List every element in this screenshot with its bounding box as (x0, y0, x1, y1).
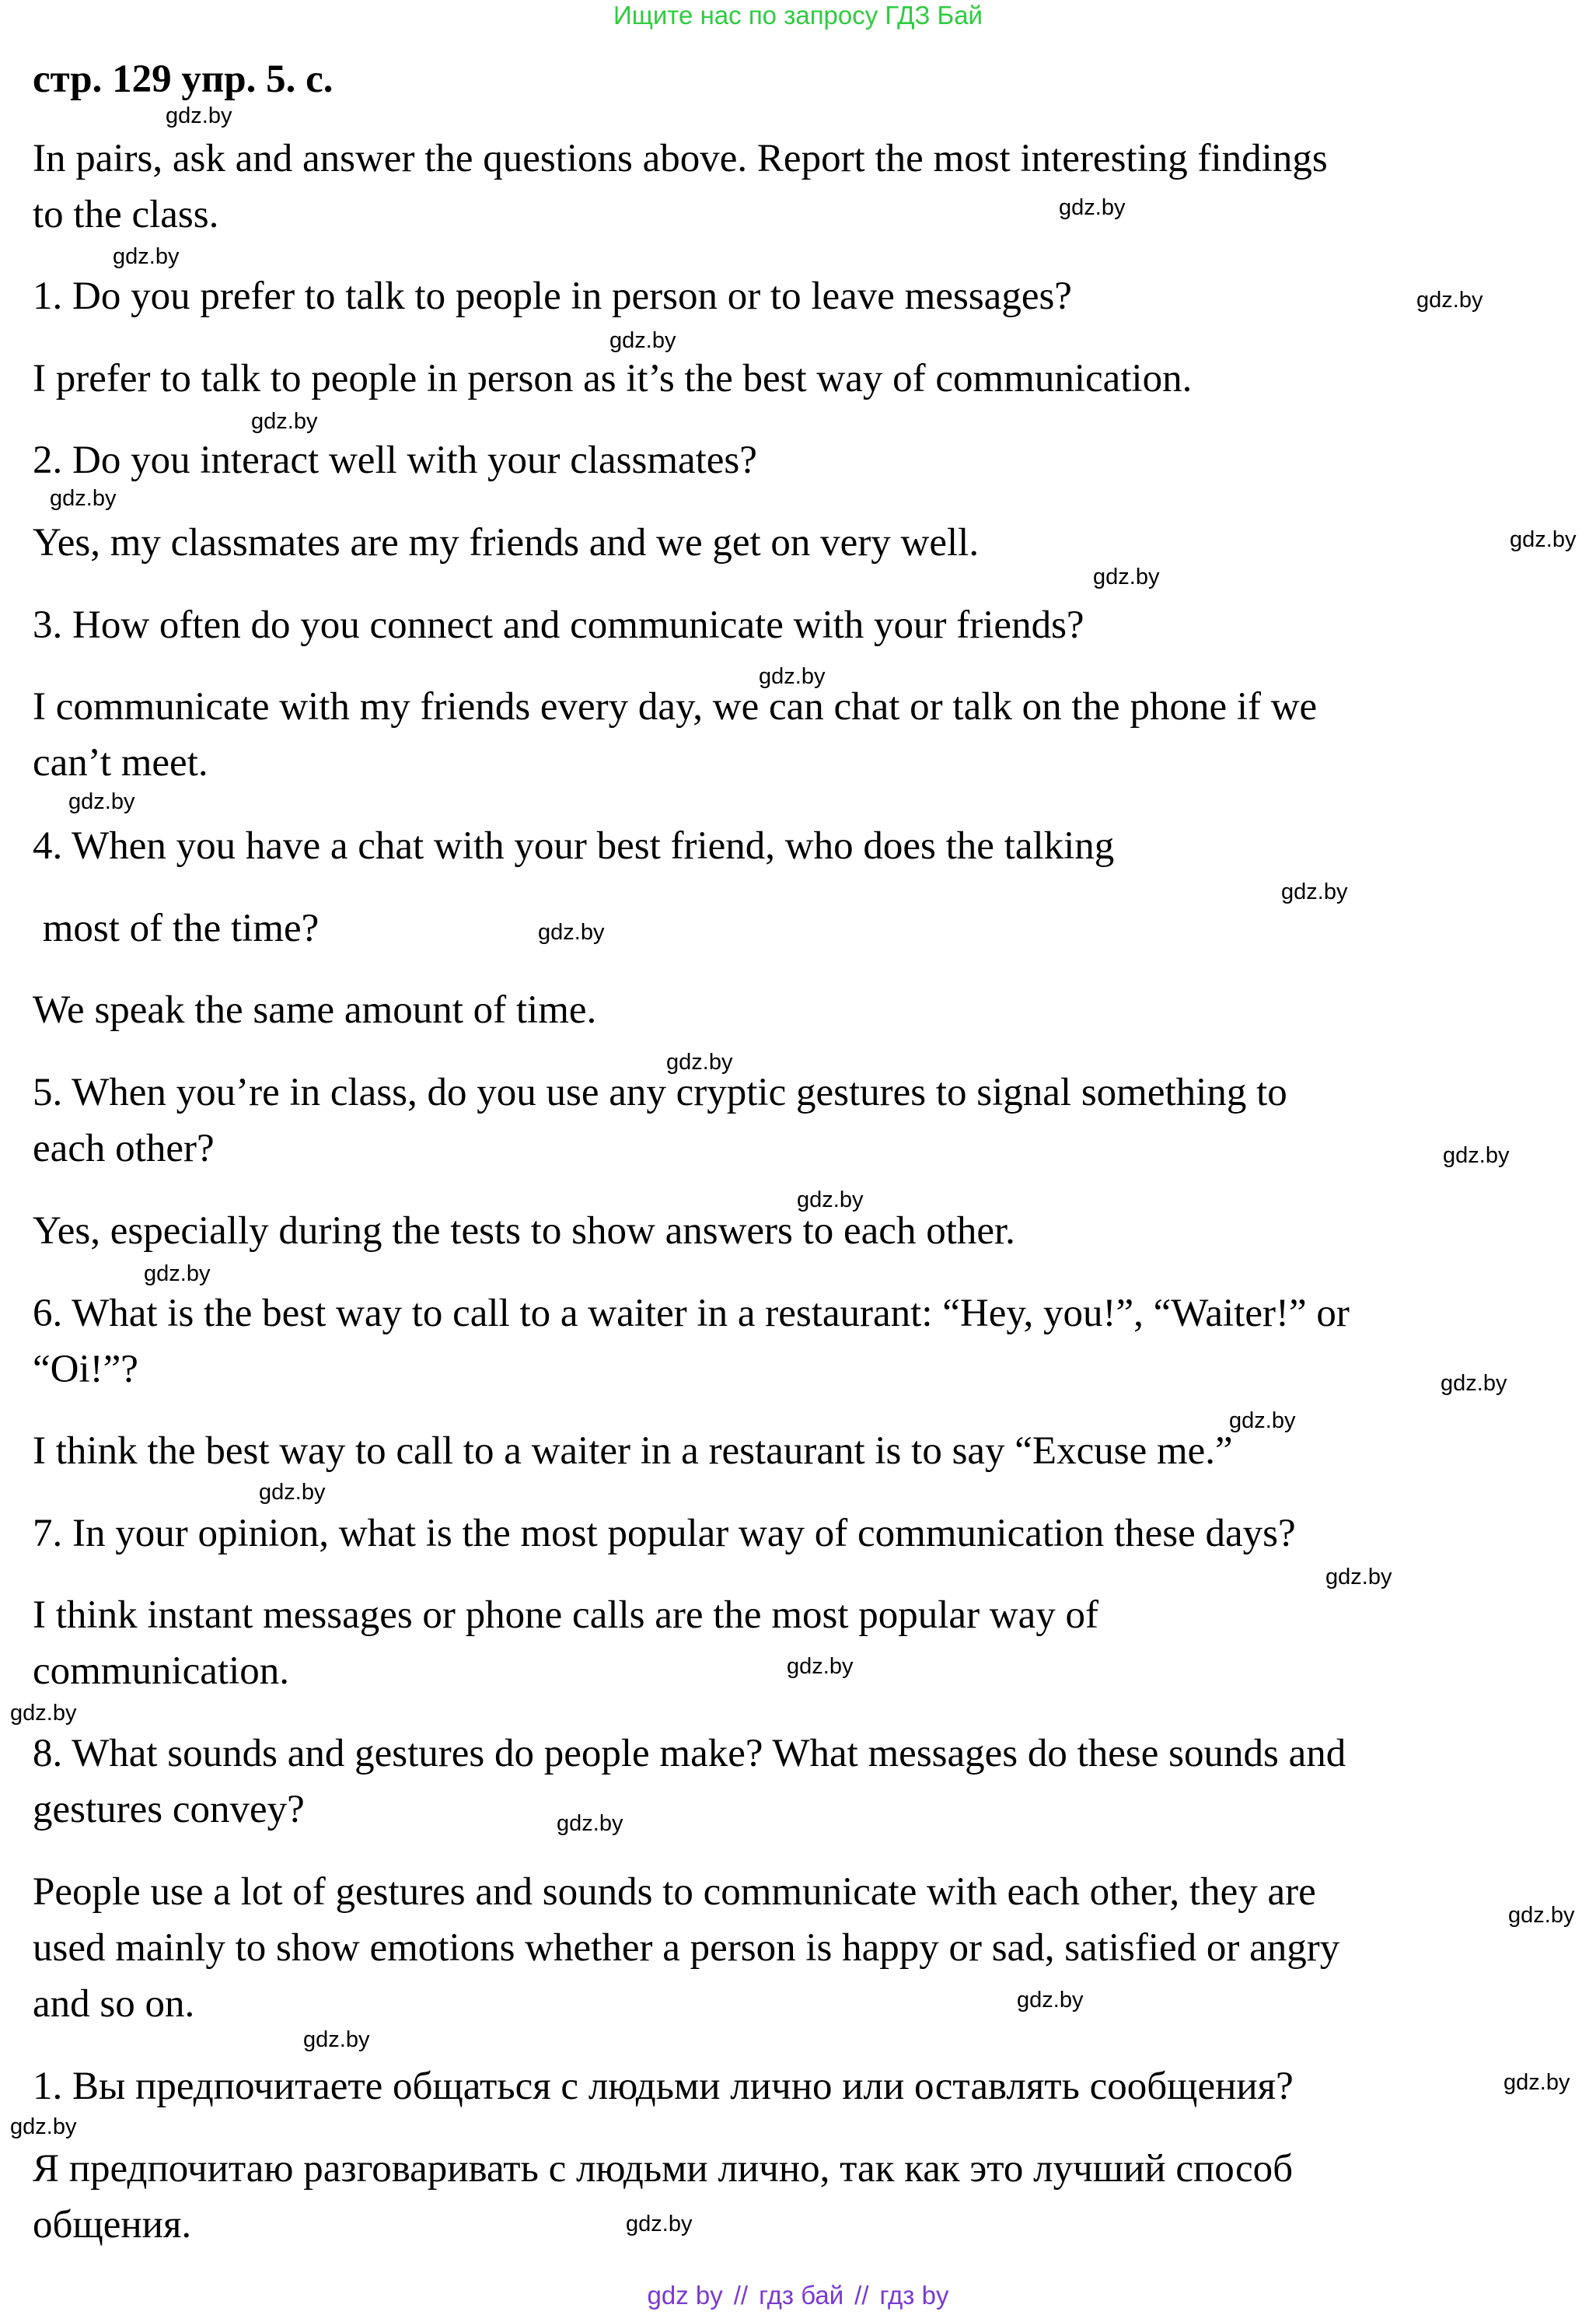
watermark: gdz.by (68, 789, 135, 814)
watermark: gdz.by (626, 2212, 693, 2236)
top-banner: Ищите нас по запросу ГДЗ Бай (613, 1, 983, 30)
question-5: each other? (33, 1127, 215, 1170)
watermark: gdz.by (10, 2114, 77, 2139)
answer-7: I think instant messages or phone calls are the most popular way of (33, 1593, 1098, 1637)
question-6: “Oi!”? (33, 1348, 138, 1391)
watermark: gdz.by (1093, 565, 1160, 589)
watermark: gdz.by (557, 1811, 623, 1836)
page-title: стр. 129 упр. 5. с. (33, 58, 334, 101)
question-3: 3. How often do you connect and communicate with your friends? (33, 603, 1084, 647)
question-5: 5. When you’re in class, do you use any cryptic gestures to signal something to (33, 1071, 1287, 1114)
question-4: most of the time? (33, 907, 320, 950)
watermark: gdz.by (303, 2027, 370, 2052)
answer-1: I prefer to talk to people in person as it’s the best way of communication. (33, 357, 1193, 400)
task-text-line: In pairs, ask and answer the questions above. Report the most interesting findings (33, 137, 1328, 180)
watermark: gdz.by (259, 1480, 326, 1505)
watermark: gdz.by (787, 1654, 854, 1679)
watermark: gdz.by (1508, 1903, 1575, 1928)
answer-8: used mainly to show emotions whether a person is happy or sad, satisfied or angry (33, 1926, 1340, 1970)
watermark: gdz.by (1416, 288, 1483, 313)
watermark: gdz.by (1510, 527, 1577, 552)
translation-answer-1: общения. (33, 2203, 192, 2247)
question-8: 8. What sounds and gestures do people make? What messages do these sounds and (33, 1732, 1346, 1775)
watermark: gdz.by (113, 244, 180, 269)
watermark: gdz.by (797, 1187, 864, 1212)
footer-link-gdz-bai[interactable]: гдз бай (759, 2281, 844, 2310)
watermark: gdz.by (666, 1050, 733, 1075)
translation-answer-1: Я предпочитаю разговаривать с людьми лично, так как это лучший способ (33, 2147, 1294, 2191)
answer-6: I think the best way to call to a waiter in a restaurant is to say “Excuse me.” (33, 1429, 1233, 1473)
watermark: gdz.by (1281, 879, 1348, 904)
question-4: 4. When you have a chat with your best friend, who does the talking (33, 824, 1115, 868)
watermark: gdz.by (1503, 2070, 1570, 2095)
watermark: gdz.by (1229, 1408, 1296, 1433)
watermark: gdz.by (1325, 1565, 1392, 1589)
watermark: gdz.by (1443, 1143, 1510, 1168)
question-2: 2. Do you interact well with your classmates? (33, 439, 757, 482)
task-text-line: to the class. (33, 193, 219, 236)
watermark: gdz.by (251, 409, 318, 434)
answer-8: and so on. (33, 1982, 195, 2026)
answer-7: communication. (33, 1649, 290, 1693)
watermark: gdz.by (10, 1701, 77, 1726)
watermark: gdz.by (50, 486, 117, 511)
footer-link-gdz-by[interactable]: gdz by (647, 2281, 723, 2310)
question-8: gestures convey? (33, 1788, 305, 1831)
answer-2: Yes, my classmates are my friends and we get on very well. (33, 521, 980, 565)
watermark: gdz.by (609, 328, 676, 353)
watermark: gdz.by (1017, 1988, 1084, 2013)
question-7: 7. In your opinion, what is the most popular way of communication these days? (33, 1512, 1296, 1555)
question-6: 6. What is the best way to call to a waiter in a restaurant: “Hey, you!”, “Waiter!” or (33, 1292, 1350, 1335)
answer-8: People use a lot of gestures and sounds to communicate with each other, they are (33, 1870, 1316, 1914)
watermark: gdz.by (1441, 1371, 1507, 1396)
footer-separator: // (854, 2281, 869, 2310)
question-1: 1. Do you prefer to talk to people in person or to leave messages? (33, 275, 1072, 318)
watermark: gdz.by (759, 664, 826, 689)
watermark: gdz.by (1059, 195, 1126, 220)
footer-separator: // (733, 2281, 749, 2310)
watermark: gdz.by (166, 103, 232, 128)
answer-5: Yes, especially during the tests to show answers to each other. (33, 1209, 1015, 1253)
watermark: gdz.by (144, 1261, 211, 1286)
translation-question-1: 1. Вы предпочитаете общаться с людьми лично или оставлять сообщения? (33, 2065, 1294, 2108)
answer-4: We speak the same amount of time. (33, 988, 597, 1032)
answer-3: can’t meet. (33, 741, 208, 785)
watermark: gdz.by (538, 920, 605, 945)
footer-link-gdz-by-ru[interactable]: гдз by (879, 2281, 949, 2310)
footer-links (0, 2280, 1596, 2311)
answer-3: I communicate with my friends every day, we can chat or talk on the phone if we (33, 685, 1318, 729)
